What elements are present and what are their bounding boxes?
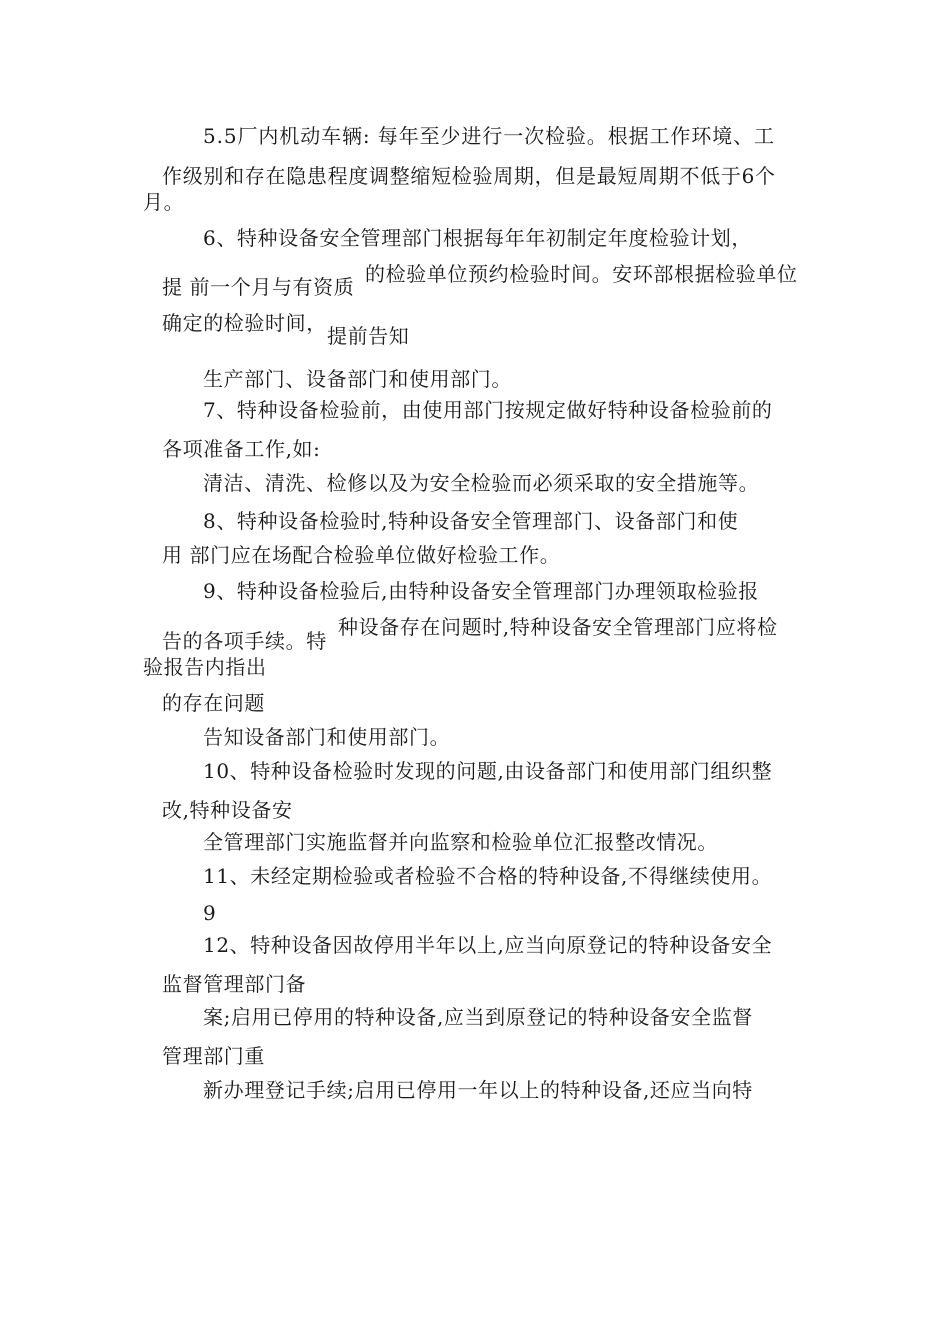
page-number: 9	[203, 901, 217, 925]
text-line: 6、特种设备安全管理部门根据每年年初制定年度检验计划，	[203, 226, 752, 250]
text-line: 生产部门、设备部门和使用部门。	[203, 367, 512, 391]
text-line: 种设备存在问题时,特种设备安全管理部门应将检	[338, 615, 778, 639]
text-line: 10、特种设备检验时发现的问题,由设备部门和使用部门组织整	[203, 759, 773, 783]
text-line: 提 前一个月与有资质	[162, 275, 355, 299]
text-line: 7、特种设备检验前，由使用部门按规定做好特种设备检验前的	[203, 398, 773, 422]
text-line: 9、特种设备检验后,由特种设备安全管理部门办理领取检验报	[203, 579, 759, 603]
text-line: 清洁、清洗、检修以及为安全检验而必须采取的安全措施等。	[203, 471, 760, 495]
text-line: 月。	[143, 190, 185, 214]
text-line: 新办理登记手续;启用已停用一年以上的特种设备,还应当向特	[203, 1078, 753, 1102]
text-line: 的检验单位预约检验时间。安环部根据检验单位	[365, 262, 798, 286]
text-line: 提前告知	[327, 324, 410, 348]
text-line: 各项准备工作,如:	[162, 437, 321, 461]
text-line: 管理部门重	[162, 1044, 265, 1068]
text-line: 改,特种设备安	[162, 798, 293, 822]
text-line: 监督管理部门备	[162, 972, 307, 996]
text-line: 案;启用已停用的特种设备,应当到原登记的特种设备安全监督	[203, 1005, 753, 1029]
text-line: 11、未经定期检验或者检验不合格的特种设备,不得继续使用。	[203, 864, 773, 888]
text-line: 验报告内指出	[143, 655, 267, 679]
text-line: 12、特种设备因故停用半年以上,应当向原登记的特种设备安全	[203, 933, 773, 957]
text-line: 用 部门应在场配合检验单位做好检验工作。	[162, 543, 561, 567]
text-line: 的存在问题	[162, 691, 265, 715]
text-line: 5.5厂内机动车辆: 每年至少进行一次检验。根据工作环境、工	[203, 124, 775, 148]
text-line: 作级别和存在隐患程度调整缩短检验周期，但是最短周期不低于6个	[162, 164, 776, 188]
text-line: 8、特种设备检验时,特种设备安全管理部门、设备部门和使	[203, 509, 739, 533]
text-line: 全管理部门实施监督并向监察和检验单位汇报整改情况。	[203, 830, 718, 854]
text-line: 告的各项手续。特	[162, 629, 327, 653]
text-line: 确定的检验时间，	[162, 311, 327, 335]
text-line: 告知设备部门和使用部门。	[203, 725, 451, 749]
